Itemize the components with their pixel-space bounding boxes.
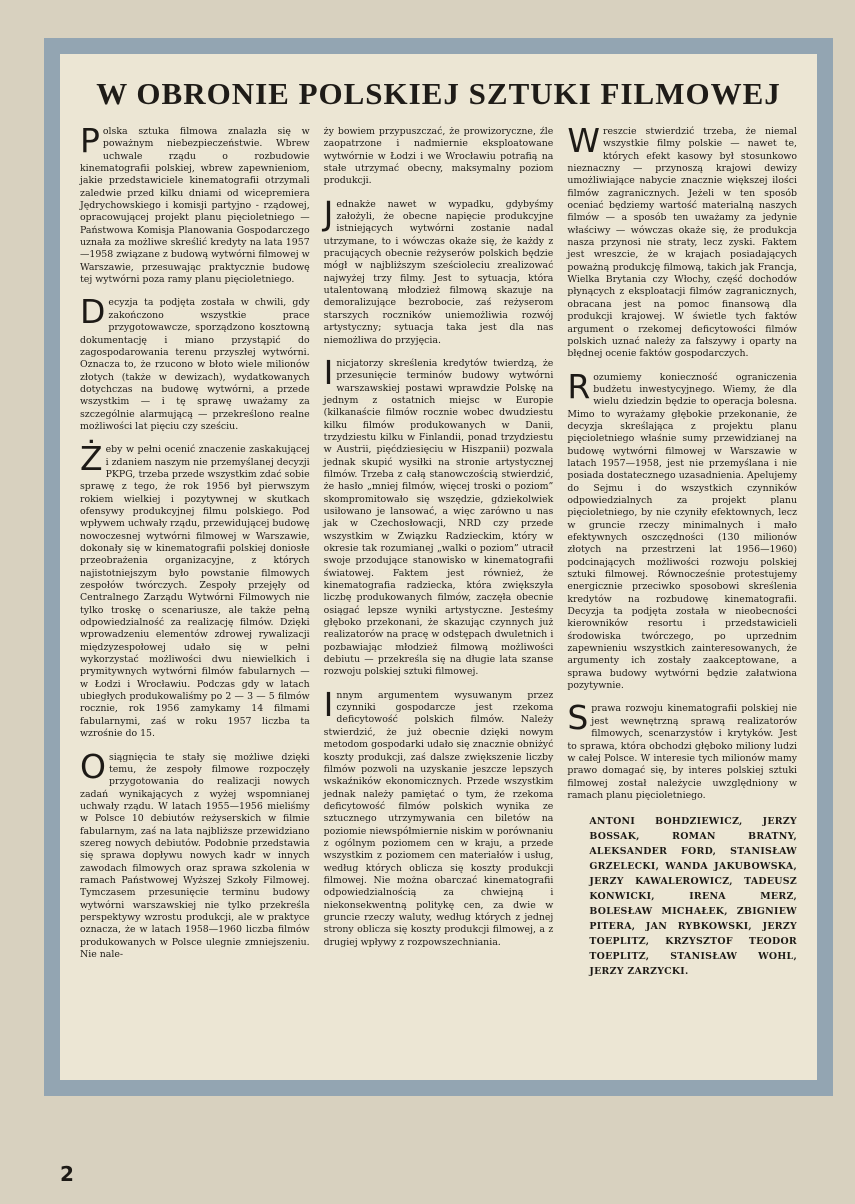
page-frame xyxy=(44,38,833,1096)
paragraph: Polska sztuka filmowa znalazła się w poważnym niebezpieczeństwie. Wbrew uchwale rządu o rozbudowie kinematografii polskiej, wbrew zapewnieniom, jakie przedstawiciele kinematografii otrzymali zaledwie przed kilku dniami od wicepremiera Jędrychowskiego i komisji partyjno - rządowej, opracowującej projekt planu pięcioletniego — Państwowa Komisja Planowania Gospodarczego uznała za możliwe skreślić kredyty na lata 1957—1958 związane z budową wytwórni filmowej w Warszawie, przesuwając praktycznie budowę tej wytwórni poza ramy planu pięcioletniego. xyxy=(80,121,310,286)
paragraph: Żeby w pełni ocenić znaczenie zaskakującej i zdaniem naszym nie przemyślanej decyzji PKPG, trzeba przede wszystkim zdać sobie sprawę z tego, że rok 1956 był pierwszym rokiem wielkiej i pozytywnej w skutkach ofensywy produkcyjnej filmu polskiego. Pod wpływem uchwały rządu, przewidującej budowę nowoczesnej wytwórni filmowej w Warszawie, dokonały się w kinematografii polskiej doniosłe przeobrażenia organizacyjne, z których najistotniejszym było powstanie filmowych zespołów twórczych. Zespoły przejęły od Centralnego Zarządu Wytwórni Filmowych nie tylko troskę o scenariusze, ale także pełną odpowiedzialność za realizację filmów. Dzięki wprowadzeniu elementów zdrowej rywalizacji międzyzespołowej udało się w pełni wykorzystać możliwości dwu niewielkich i prymitywnych wytwórni filmów fabularnych — w Łodzi i Wrocławiu. Podczas gdy w latach ubiegłych produkowaliśmy po 2 — 3 — 5 filmów rocznie, rok 1956 zamykamy 14 filmami fabularnymi, zaś w roku 1957 liczba ta wzrośnie do 15. xyxy=(80,439,310,740)
article-title: W OBRONIE POLSKIEJ SZTUKI FILMOWEJ xyxy=(96,76,781,111)
paragraph: Sprawa rozwoju kinematografii polskiej nie jest wewnętrzną sprawą realizatorów filmowych, scenarzystów i krytyków. Jest to sprawa, która obchodzi głęboko miliony ludzi w całej Polsce. W interesie tych milionów mamy prawo domagać się, by interes polskiej sztuki filmowej został należycie uwzględniony w ramach planu pięcioletniego. xyxy=(567,698,798,801)
paragraph: Decyzja ta podjęta została w chwili, gdy zakończono wszystkie prace przygotowawcze, sporządzono kosztowną dokumentację i miano przystąpić do zagospodarowania terenu przyszłej wytwórni. Oznacza to, że rzucono w błoto wiele milionów złotych (także w dewizach), wydatkowanych dotychczas na budowę wytwórni, a przede wszystkim — i tę sprawę uważamy za szczególnie alarmującą — przekreślono realne możliwości lat pięciu czy sześciu. xyxy=(80,292,310,432)
paragraph: Rozumiemy konieczność ograniczenia budżetu inwestycyjnego. Wiemy, że dla wielu dziedzin będzie to operacja bolesna. Mimo to wyrażamy głębokie przekonanie, że decyzja skreślająca z projektu planu pięcioletniego właśnie sumy przewidzianej na budowę wytwórni filmowej w Warszawie w latach 1957—1958, jest nie przemyślana i nie posiada dostatecznego uzasadnienia. Apelujemy do Sejmu i do wszystkich czynników odpowiedzialnych za projekt planu pięcioletniego, by nie czyniły efektownych, lecz w gruncie rzeczy minimalnych i mało efektywnych oszczędności (130 milionów złotych na przestrzeni lat 1956—1960) podcinających możliwości rozwoju polskiej sztuki filmowej. Równocześnie protestujemy energicznie przeciwko sposobowi skreślenia kredytów na rozbudowę kinematografii. Decyzja ta podjęta została w nieobecności kierowników resortu i przedstawicieli środowiska twórczego, po uprzednim zapewnieniu wszystkich zainteresowanych, że argumenty ich zostały zaakceptowane, a sprawa budowy wytwórni będzie załatwiona pozytywnie. xyxy=(567,366,798,692)
column-3 xyxy=(567,121,798,979)
paragraph: Innym argumentem wysuwanym przez czynniki gospodarcze jest rzekoma deficytowość polskich filmów. Należy stwierdzić, że już obecnie dzięki nowym metodom gospodarki udało się znacznie obniżyć koszty produkcji, zaś dalsze zwiększenie liczby filmów pozwoli na uzyskanie jeszcze lepszych wskaźników ekonomicznych. Przede wszystkim jednak należy pamiętać o tym, że rzekoma deficytowość filmów polskich wynika ze sztucznego utrzymywania cen biletów na poziomie niewspółmiernie niskim w porównaniu z ogólnym poziomem cen w kraju, a przede wszystkim z poziomem cen materiałów i usług, według których oblicza się koszty produkcji filmowej. Nie można obarczać kinematografii odpowiedzialnością za chwiejną i niekonsekwentną politykę cen, za dwie w gruncie rzeczy waluty, według których z jednej strony oblicza się koszty produkcji filmowej, a z drugiej wpływy z rozpowszechniania. xyxy=(323,684,554,948)
signatories: ANTONI BOHDZIEWICZ, JERZY BOSSAK, ROMAN BRATNY, ALEKSANDER FORD, STANISŁAW GRZELECKI, WANDA JAKUBOWSKA, JERZY KAWALEROWICZ, TADEUSZ KONWICKI, IRENA MERZ, BOLESŁAW MICHAŁEK, ZBIGNIEW PITERA, JAN RYBKOWSKI, JERZY TOEPLITZ, KRZYSZTOF TEODOR TOEPLITZ, STANISŁAW WOHL, JERZY ZARZYCKI. xyxy=(589,816,798,978)
paragraph: ży bowiem przypuszczać, że prowizoryczne, źle zaopatrzone i nadmiernie eksploatowane wytwórnie w Łodzi i we Wrocławiu potrafią na stałe utrzymać obecny, maksymalny poziom produkcji. xyxy=(323,126,554,187)
page-number: 2 xyxy=(60,1162,74,1186)
paragraph: Inicjatorzy skreślenia kredytów twierdzą, że przesunięcie terminów budowy wytwórni warszawskiej postawi wprawdzie Polskę na jednym z ostatnich miejsc w Europie (kilkanaście filmów rocznie wobec dwudziestu kilku filmów produkowanych w Danii, trzydziestu kilku w Finlandii, ponad trzydziestu w Austrii, pięćdziesięciu w Hiszpanii) pozwala jednak skupić wysiłki na stronie artystycznej filmów. Trzeba z całą stanowczością stwierdzić, że hasło „mniej filmów, więcej troski o poziom” skompromitowało się wszędzie, gdziekolwiek usiłowano je lansować, a więc zarówno u nas jak w Czechosłowacji, NRD czy przede wszystkim w Związku Radzieckim, który w okresie tak rozumianej „walki o poziom” utracił swoje przodujące stanowisko w kinematografii światowej. Faktem jest również, że kinematografia radziecka, która zwiększyła liczbę produkowanych filmów, zaczęła obecnie osiągać lepsze wyniki artystyczne. Jesteśmy głęboko przekonani, że skazując czynnych już realizatorów na pracę w odstępach dwuletnich i pozbawiając młodzież filmową możliwości debiutu — przekreśla się na długie lata szanse rozwoju polskiej sztuki filmowej. xyxy=(323,352,554,678)
article-paper xyxy=(60,54,817,1080)
paragraph: Wreszcie stwierdzić trzeba, że niemal wszystkie filmy polskie — nawet te, których efekt kasowy był stosunkowo nieznaczny — przynoszą krajowi dewizy umożliwiające nabycie znacznie większej ilości filmów zagranicznych. Jeżeli w ten sposób oceniać będziemy wartość materialną naszych filmów — a sposób ten uważamy za jedynie właściwy — wówczas okaże się, że produkcja nasza przynosi nie straty, lecz zyski. Faktem jest wreszcie, że w krajach posiadających poważną produkcję filmową, takich jak Francja, Wielka Brytania czy Włochy, część dochodów płynących z eksploatacji filmów zagranicznych, obracana jest na pomoc finansową dla produkcji krajowej. W świetle tych faktów argument o rzekomej deficytowości filmów polskich uznać należy za fałszywy i oparty na błędnej ocenie faktów gospodarczych. xyxy=(567,121,798,360)
column-1 xyxy=(80,121,310,979)
paragraph: Osiągnięcia te stały się możliwe dzięki temu, że zespoły filmowe rozpoczęły przygotowania do realizacji nowych zadań wynikających z wyżej wspomnianej uchwały rządu. W latach 1955—1956 mieliśmy w Polsce 10 debiutów reżyserskich w filmie fabularnym, zaś na lata najbliższe przewidziano szereg nowych debiutów. Podobnie przedstawia się sprawa dopływu nowych kadr w innych zawodach filmowych oraz sprawa szkolenia w ramach Państwowej Wyższej Szkoły Filmowej. Tymczasem przesunięcie terminu budowy wytwórni warszawskiej nie tylko przekreśla perspektywy wzrostu produkcji, ale w praktyce oznacza, że w latach 1958—1960 liczba filmów produkowanych w Polsce ulegnie zmniejszeniu. Nie nale- xyxy=(80,746,310,960)
article-columns xyxy=(80,121,798,979)
paragraph: Jednakże nawet w wypadku, gdybyśmy założyli, że obecne napięcie produkcyjne istniejących wytwórni zostanie nadal utrzymane, to i wówczas okaże się, że każdy z pracujących obecnie reżyserów polskich będzie mógł w najbliższym sześcioleciu zrealizować najwyżej trzy filmy. Jest to sytuacja, która utalentowaną młodzież filmową skazuje na demoralizujące bezrobocie, zaś reżyserom starszych roczników uniemożliwia rozwój artystyczny; sytuacja taka jest dla nas niemożliwa do przyjęcia. xyxy=(323,193,554,346)
column-2 xyxy=(324,126,554,979)
